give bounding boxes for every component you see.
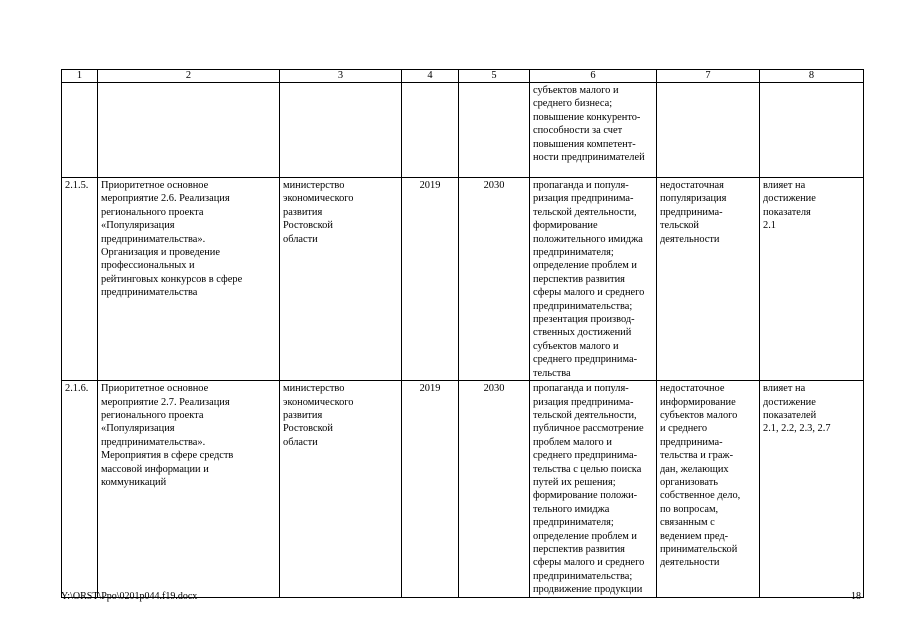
header-cell: 4 <box>402 70 459 83</box>
end-year-cell <box>459 83 530 178</box>
header-cell: 8 <box>760 70 864 83</box>
table-row <box>62 178 864 381</box>
row-number-cell: 2.1.5. <box>62 178 98 381</box>
header-cell: 1 <box>62 70 98 83</box>
header-cell: 5 <box>459 70 530 83</box>
indicator-link-cell: влияет на достижение показателя 2.1 <box>760 178 864 381</box>
indicator-link-cell <box>760 83 864 178</box>
executor-cell <box>280 83 402 178</box>
start-year-cell <box>402 83 459 178</box>
table-row <box>62 381 864 598</box>
executor-cell: министерство экономического развития Ростовской области <box>280 381 402 598</box>
start-year-cell: 2019 <box>402 381 459 598</box>
consequence-cell: недостаточное информирование субъектов малого и среднего предпринима- тельства и граж- дан, желающих организовать собственное дело, по вопросам, связанным с ведением пред- принимательской деятельности <box>657 381 760 598</box>
indicator-link-cell: влияет на достижение показателей 2.1, 2.2, 2.3, 2.7 <box>760 381 864 598</box>
consequence-cell: недостаточная популяризация предпринима- тельской деятельности <box>657 178 760 381</box>
table-row <box>62 83 864 178</box>
table-header-row <box>62 70 864 83</box>
row-number-cell: 2.1.6. <box>62 381 98 598</box>
executor-cell: министерство экономического развития Ростовской области <box>280 178 402 381</box>
expected-result-cell: субъектов малого и среднего бизнеса; повышение конкуренто- способности за счет повышения компетент- ности предпринимателей <box>530 83 657 178</box>
end-year-cell: 2030 <box>459 381 530 598</box>
file-path-footer: Y:\ORST\Ppo\0201p044.f19.docx <box>61 591 198 602</box>
row-number-cell <box>62 83 98 178</box>
measure-name-cell: Приоритетное основное мероприятие 2.7. Реализация регионального проекта «Популяризация предпринимательства». Мероприятия в сфере средств массовой информации и коммуникаций <box>98 381 280 598</box>
header-cell: 3 <box>280 70 402 83</box>
end-year-cell: 2030 <box>459 178 530 381</box>
expected-result-cell: пропаганда и популя- ризация предпринима- тельской деятельности, формирование положительного имиджа предпринимателя; определение проблем и перспектив развития сферы малого и среднего предпринимательства; презентация производ- ственных достижений субъектов малого и среднего предпринима- тельства <box>530 178 657 381</box>
page-number: 18 <box>851 591 861 602</box>
document-table <box>61 69 864 598</box>
consequence-cell <box>657 83 760 178</box>
expected-result-cell: пропаганда и популя- ризация предпринима- тельской деятельности, публичное рассмотрение проблем малого и среднего предпринима- тельства с целью поиска путей их решения; формирование положи- тельного имиджа предпринимателя; определение проблем и перспектив развития сферы малого и среднего предпринимательства; продвижение продукции <box>530 381 657 598</box>
header-cell: 2 <box>98 70 280 83</box>
measure-name-cell <box>98 83 280 178</box>
header-cell: 6 <box>530 70 657 83</box>
start-year-cell: 2019 <box>402 178 459 381</box>
measure-name-cell: Приоритетное основное мероприятие 2.6. Реализация регионального проекта «Популяризация предпринимательства». Организация и проведение профессиональных и рейтинговых конкурсов в сфере предпринимательства <box>98 178 280 381</box>
header-cell: 7 <box>657 70 760 83</box>
